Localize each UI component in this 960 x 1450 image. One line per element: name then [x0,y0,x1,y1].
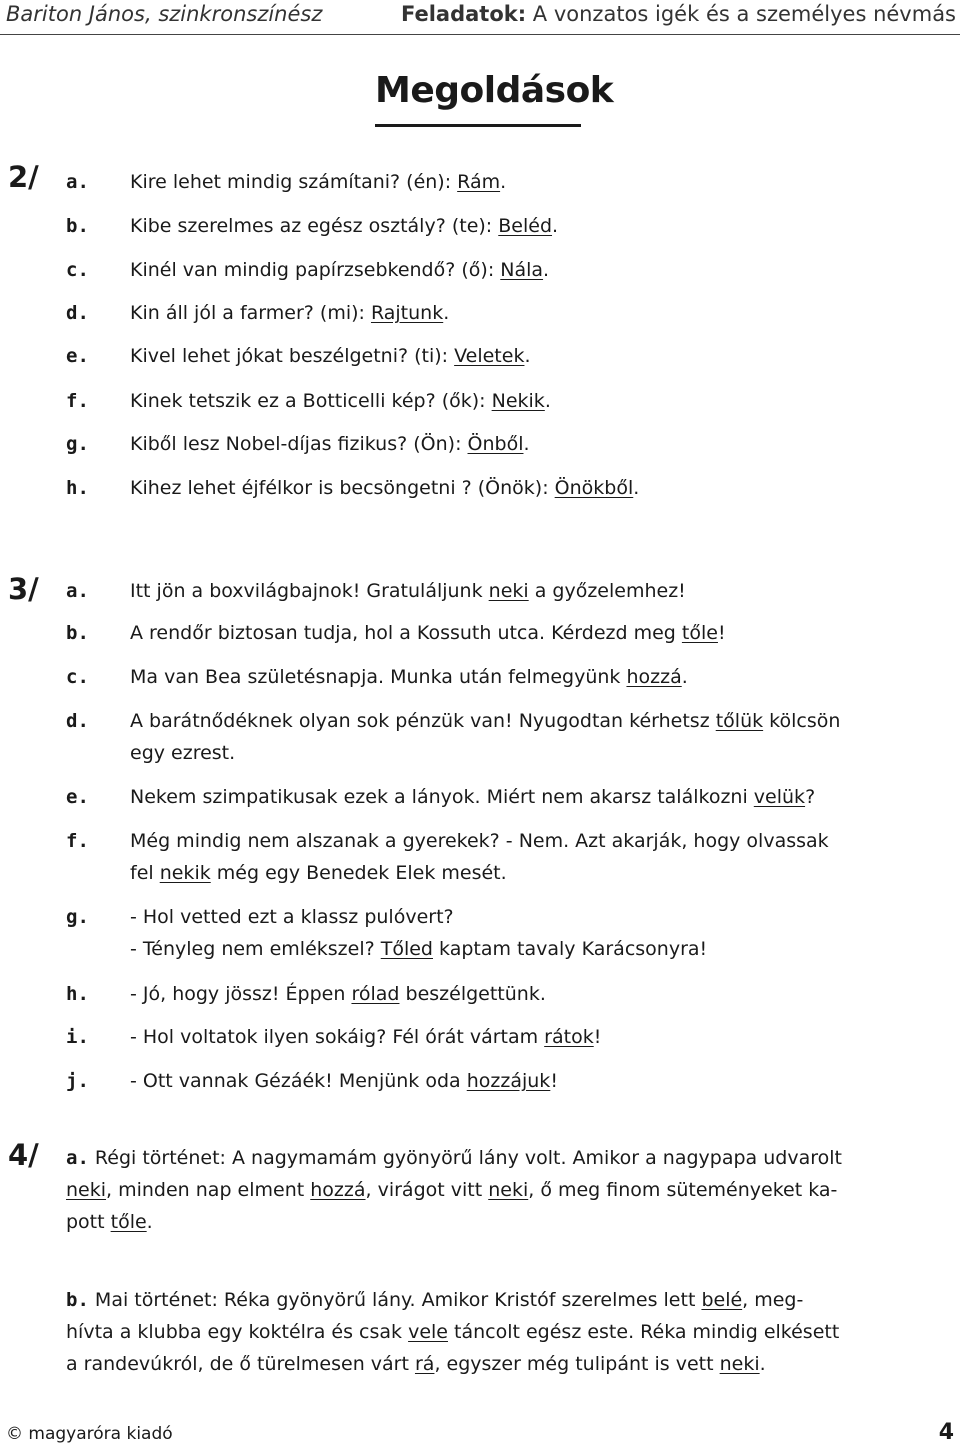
item-letter: a. [66,580,89,602]
item-letter: i. [66,1026,89,1048]
answer: tőle [110,1211,147,1233]
item-text: - Hol voltatok ilyen sokáig? Fél órát vártam rátok! [130,1026,602,1048]
item-letter: b. [66,1289,89,1311]
item-text: Kihez lehet éjfélkor is becsöngetni ? (Önök): Önökből. [130,477,640,499]
answer: rá [414,1353,435,1375]
item-text: Még mindig nem alszanak a gyerekek? - Nem. Azt akarják, hogy olvassak fel nekik még egy Benedek Elek mesét. [130,830,829,884]
item-text: Kivel lehet jókat beszélgetni? (ti): Veletek. [130,345,531,367]
item-letter: b. [66,622,89,644]
item-letter: c. [66,666,89,688]
answer: neki [488,1179,529,1201]
item-letter: e. [66,786,89,808]
answer: Önökből [554,477,634,499]
answer: rólad [351,983,400,1005]
header-topic [401,2,956,26]
item-text: Kin áll jól a farmer? (mi): Rajtunk. [130,302,450,324]
item-letter: g. [66,906,89,928]
header-topic-text: A vonzatos igék és a személyes névmás [526,2,956,26]
item-text: A barátnődéknek olyan sok pénzük van! Nyugodtan kérhetsz tőlük kölcsön egy ezrest. [130,710,841,764]
answer: hozzá [626,666,682,688]
page-number: 4 [938,1420,954,1445]
item-letter: h. [66,477,89,499]
header-divider [0,34,960,35]
answer: neki [719,1353,760,1375]
section-number-3: 3/ [8,572,39,606]
item-letter: e. [66,345,89,367]
item-letter: d. [66,302,89,324]
item-text: - Jó, hogy jössz! Éppen rólad beszélgettünk. [130,983,546,1005]
answer: Rajtunk [370,302,444,324]
item-text: - Hol vetted ezt a klassz pulóvert? - Tényleg nem emlékszel? Tőled kaptam tavaly Karácsonyra! [130,906,708,960]
item-letter: a. [66,1147,89,1169]
header-topic-label: Feladatok: [400,2,527,26]
answer: Nála [500,259,544,281]
item-text: Itt jön a boxvilágbajnok! Gratuláljunk neki a győzelemhez! [130,580,686,602]
answer: hozzá [310,1179,366,1201]
item-text: Ma van Bea születésnapja. Munka után felmegyünk hozzá. [130,666,688,688]
section-number-2: 2/ [8,160,39,194]
item-text: - Ott vannak Gézáék! Menjünk oda hozzájuk! [130,1070,558,1092]
answer: Rám [457,171,501,193]
answer: velük [753,786,806,808]
answer: hozzájuk [466,1070,551,1092]
item-text: Kinek tetszik ez a Botticelli kép? (ők): Nekik. [130,390,551,412]
title-underline [375,124,581,127]
item-letter: g. [66,433,89,455]
answer: neki [488,580,529,602]
item-letter: c. [66,259,89,281]
item-text: Kibe szerelmes az egész osztály? (te): Beléd. [130,215,559,237]
publisher-credit: © magyaróra kiadó [6,1424,173,1444]
item-text: Kire lehet mindig számítani? (én): Rám. [130,171,507,193]
answer: vele [408,1321,448,1343]
item-text: Kinél van mindig papírzsebkendő? (ő): Nála. [130,259,550,281]
item-text: Nekem szimpatikusak ezek a lányok. Miért nem akarsz találkozni velük? [130,786,816,808]
page-header [0,0,960,34]
item-letter: h. [66,983,89,1005]
story-new: b. Mai történet: Réka gyönyörű lány. Amikor Kristóf szerelmes lett belé, meg- hívta a klubba egy koktélra és csak vele táncolt egész este. Réka mindig elkésett a randevúkról, de ő türelmesen várt rá, egyszer még tulipánt is vett neki. [66,1289,840,1375]
section-number-4: 4/ [8,1138,39,1172]
item-letter: j. [66,1070,89,1092]
answer: Beléd [498,215,553,237]
answer: Veletek [454,345,525,367]
answer: tőle [681,622,718,644]
answer: rátok [544,1026,594,1048]
answer: neki [66,1179,107,1201]
page-title: Megoldások [375,70,614,111]
answer: Nekik [491,390,545,412]
item-letter: f. [66,830,89,852]
answer: nekik [159,862,211,884]
answer: belé [701,1289,743,1311]
item-letter: a. [66,171,89,193]
answer: Tőled [380,938,433,960]
answer: tőlük [715,710,764,732]
item-text: Kiből lesz Nobel-díjas fizikus? (Ön): Önből. [130,433,530,455]
item-text: A rendőr biztosan tudja, hol a Kossuth utca. Kérdezd meg tőle! [130,622,726,644]
item-letter: f. [66,390,89,412]
item-letter: b. [66,215,89,237]
item-letter: d. [66,710,89,732]
story-old: a. Régi történet: A nagymamám gyönyörű lány volt. Amikor a nagypapa udvarolt neki, minden nap elment hozzá, virágot vitt neki, ő meg finom süteményeket ka- pott tőle. [66,1147,842,1233]
answer: Önből [467,433,524,455]
header-author: Bariton János, szinkronszínész [6,2,323,26]
